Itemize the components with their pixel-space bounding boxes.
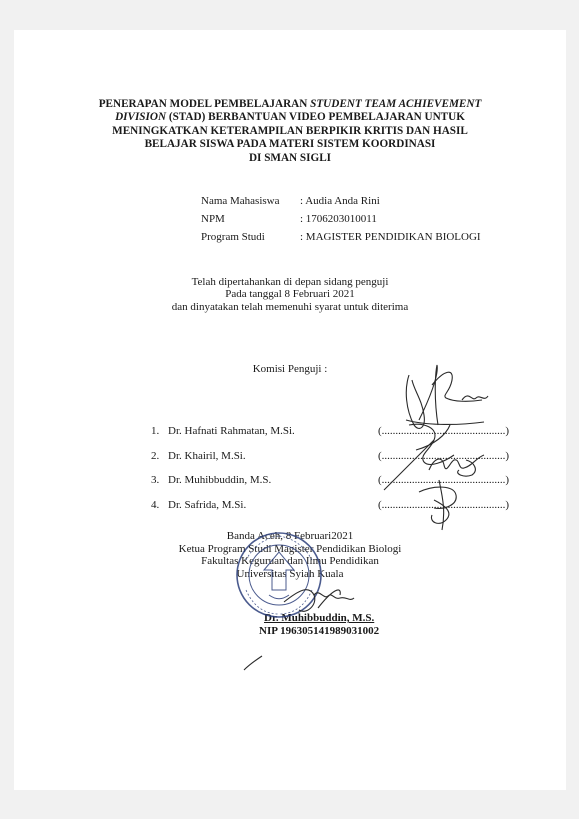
signer-block <box>259 612 380 637</box>
title-line-3: MENINGKATKAN KETERAMPILAN BERPIKIR KRITIS DAN HASIL <box>112 124 468 137</box>
student-program-label: Program Studi <box>201 231 265 243</box>
defense-line-1: Telah dipertahankan di depan sidang penguji <box>191 276 389 288</box>
title-line-2 <box>14 111 566 124</box>
title-line-1 <box>14 98 566 111</box>
signer-name: Dr. Muhibbuddin, M.S. <box>264 612 375 624</box>
signature-line: (.............................................) <box>378 498 510 511</box>
committee-heading: Komisi Penguji : <box>252 363 328 375</box>
examiner-name: Dr. Hafnati Rahmatan, M.Si. <box>168 425 295 437</box>
thesis-title <box>14 98 566 165</box>
signature-line: (.............................................) <box>378 425 510 437</box>
examiner-number: 2. <box>151 449 160 462</box>
approval-university: Universitas Syiah Kuala <box>236 567 344 580</box>
examiner-name: Dr. Safrida, M.Si. <box>168 498 247 511</box>
approval-place-date: Banda Aceh, 8 Februari2021 <box>226 530 354 542</box>
title-line-5: DI SMAN SIGLI <box>248 151 332 164</box>
student-npm-label: NPM <box>201 213 225 225</box>
examiner-name: Dr. Khairil, M.Si. <box>168 449 246 462</box>
student-npm-value: : 1706203010011 <box>300 213 377 225</box>
examiner-name: Dr. Muhibbuddin, M.S. <box>168 474 272 486</box>
student-program-value: : MAGISTER PENDIDIKAN BIOLOGI <box>300 231 481 243</box>
student-name-value: : Audia Anda Rini <box>300 195 380 207</box>
approval-position: Ketua Program Studi Magister Pendidikan Biologi <box>178 542 402 555</box>
examiner-number: 3. <box>151 474 160 486</box>
approval-faculty: Fakultas Keguruan dan Ilmu Pendidikan <box>201 555 379 567</box>
title-line-4: BELAJAR SISWA PADA MATERI SISTEM KOORDINASI <box>144 138 436 151</box>
title-line-1-prefix: PENERAPAN MODEL PEMBELAJARAN <box>98 98 311 110</box>
defense-line-2: Pada tanggal 8 Februari 2021 <box>225 288 355 301</box>
document-page <box>14 30 566 790</box>
title-line-2-italic: DIVISION <box>115 111 167 124</box>
title-line-2-rest: (STAD) BERBANTUAN VIDEO PEMBELAJARAN UNTUK <box>166 111 465 124</box>
signature-line: (.............................................) <box>378 449 510 462</box>
defense-statement <box>14 276 566 313</box>
signature-line: (.............................................) <box>378 474 510 486</box>
examiner-number: 1. <box>151 425 160 437</box>
student-name-label: Nama Mahasiswa <box>201 195 280 207</box>
examiner-number: 4. <box>151 498 160 511</box>
defense-line-3: dan dinyatakan telah memenuhi syarat untuk diterima <box>171 300 409 313</box>
title-line-1-italic: STUDENT TEAM ACHIEVEMENT <box>310 98 482 110</box>
signer-nip: NIP 196305141989031002 <box>259 624 380 637</box>
approval-block <box>14 530 566 580</box>
